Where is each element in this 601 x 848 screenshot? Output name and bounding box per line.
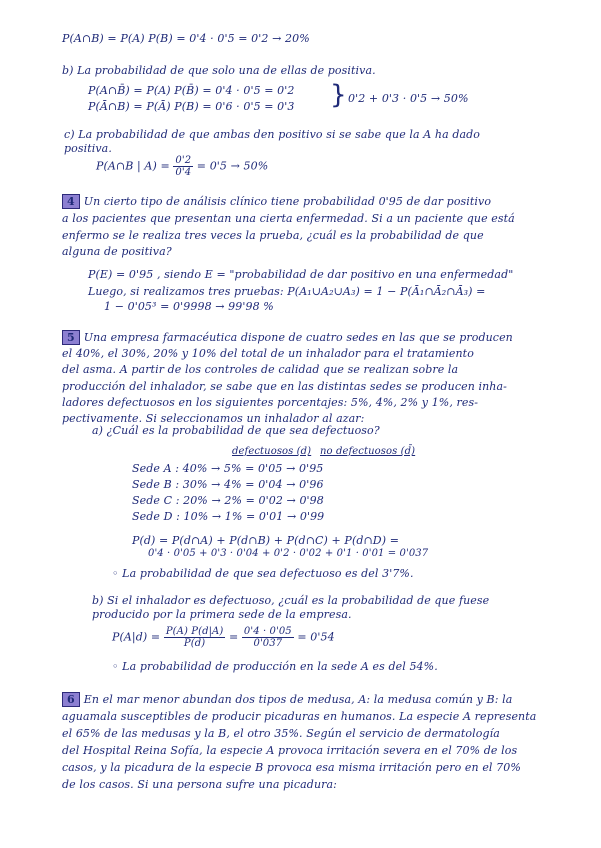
text-line: P(A∩B) = P(A) P(B) = 0'4 · 0'5 = 0'2 → 20%	[62, 32, 310, 45]
text-line: 0'4 · 0'05 + 0'3 · 0'04 + 0'2 · 0'02 + 0'1 · 0'01 = 0'037	[148, 548, 429, 559]
text-line: ◦ La probabilidad de que sea defectuoso es del 3'7%.	[112, 567, 414, 580]
text-line: el 65% de las medusas y la B, el otro 35%. Según el servicio de dermatología	[62, 727, 500, 740]
fraction-numerator: 0'2	[175, 155, 192, 166]
table-row: Sede D : 10% → 1% = 0'01 → 0'99	[132, 510, 325, 523]
fraction-denominator: P(d)	[183, 638, 206, 649]
fraction	[242, 626, 294, 649]
text-line: c) La probabilidad de que ambas den positivo si se sabe que la A ha dado	[64, 128, 481, 141]
question-number-badge: 6	[62, 692, 80, 707]
text-line: P(E) = 0'95 , siendo E = "probabilidad de dar positivo en una enfermedad"	[88, 268, 514, 281]
question-text: Una empresa farmacéutica dispone de cuatro sedes en las que se producen	[83, 331, 513, 344]
text-line: P(d) = P(d∩A) + P(d∩B) + P(d∩C) + P(d∩D) =	[132, 534, 400, 547]
formula-equals: =	[228, 630, 239, 644]
fraction	[173, 155, 193, 178]
formula-rhs: = 0'5 → 50%	[196, 159, 269, 173]
text-line: b) La probabilidad de que solo una de ellas de positiva.	[62, 64, 376, 77]
text-line: a los pacientes que presentan una cierta enfermedad. Si a un paciente que está	[62, 212, 515, 225]
brace-symbol: }	[330, 80, 347, 110]
fraction-denominator: 0'037	[253, 638, 283, 649]
formula-lhs: P(A|d) =	[112, 630, 161, 644]
text-line: pectivamente. Si seleccionamos un inhalador al azar:	[62, 412, 365, 425]
text-line: enfermo se le realiza tres veces la prueba, ¿cuál es la probabilidad de que	[62, 229, 484, 242]
text-line: P(Ā∩B) = P(Ā) P(B) = 0'6 · 0'5 = 0'3	[88, 100, 295, 113]
text-line: ladores defectuosos en los siguientes porcentajes: 5%, 4%, 2% y 1%, res-	[62, 396, 479, 409]
question-text: En el mar menor abundan dos tipos de medusa, A: la medusa común y B: la	[83, 693, 513, 706]
text-line: ◦ La probabilidad de producción en la sede A es del 54%.	[112, 660, 438, 673]
text-line: Luego, si realizamos tres pruebas: P(A₁∪A₂∪A₃) = 1 − P(Ā₁∩Ā₂∩Ā₃) =	[88, 285, 486, 298]
fraction-numerator: P(A) P(d|A)	[165, 626, 224, 637]
text-line: positiva.	[64, 142, 112, 155]
table-row: Sede B : 30% → 4% = 0'04 → 0'96	[132, 478, 324, 491]
text-line: 1 − 0'05³ = 0'9998 → 99'98 %	[104, 300, 274, 313]
fraction-denominator: 0'4	[175, 167, 192, 178]
text-line: P(A∩B̄) = P(A) P(B̄) = 0'4 · 0'5 = 0'2	[88, 84, 295, 97]
text-line: aguamala susceptibles de producir picaduras en humanos. La especie A representa	[62, 710, 537, 723]
text-line: casos, y la picadura de la especie B provoca esa misma irritación pero en el 70%	[62, 761, 521, 774]
text-line: del asma. A partir de los controles de calidad que se realizan sobre la	[62, 363, 459, 376]
formula-rhs: = 0'54	[297, 630, 335, 644]
table-row: Sede A : 40% → 5% = 0'05 → 0'95	[132, 462, 324, 475]
text-line	[62, 692, 512, 707]
text-line: a) ¿Cuál es la probabilidad de que sea defectuoso?	[92, 424, 380, 437]
text-line: el 40%, el 30%, 20% y 10% del total de un inhalador para el tratamiento	[62, 347, 474, 360]
formula-lhs: P(A∩B | A) =	[96, 159, 170, 173]
text-line: 0'2 + 0'3 · 0'5 → 50%	[348, 92, 469, 105]
formula-line	[112, 626, 335, 649]
text-line: de los casos. Si una persona sufre una picadura:	[62, 778, 337, 791]
text-line: b) Si el inhalador es defectuoso, ¿cuál es la probabilidad de que fuese	[92, 594, 490, 607]
question-number-badge: 5	[62, 330, 80, 345]
text-line	[62, 330, 513, 345]
table-row: Sede C : 20% → 2% = 0'02 → 0'98	[132, 494, 324, 507]
question-text: Un cierto tipo de análisis clínico tiene probabilidad 0'95 de dar positivo	[83, 195, 492, 208]
fraction-numerator: 0'4 · 0'05	[243, 626, 292, 637]
text-line	[62, 194, 491, 209]
text-line: del Hospital Reina Sofía, la especie A provoca irritación severa en el 70% de los	[62, 744, 518, 757]
fraction	[164, 626, 226, 649]
text-line: alguna de positiva?	[62, 245, 172, 258]
table-header-defective: defectuosos (d)	[232, 446, 312, 457]
text-line: producción del inhalador, se sabe que en las distintas sedes se producen inha-	[62, 380, 507, 393]
formula-line	[96, 155, 268, 178]
text-line: producido por la primera sede de la empresa.	[92, 608, 352, 621]
table-header-nondefective: no defectuosos (d̄)	[320, 446, 416, 457]
question-number-badge: 4	[62, 194, 80, 209]
